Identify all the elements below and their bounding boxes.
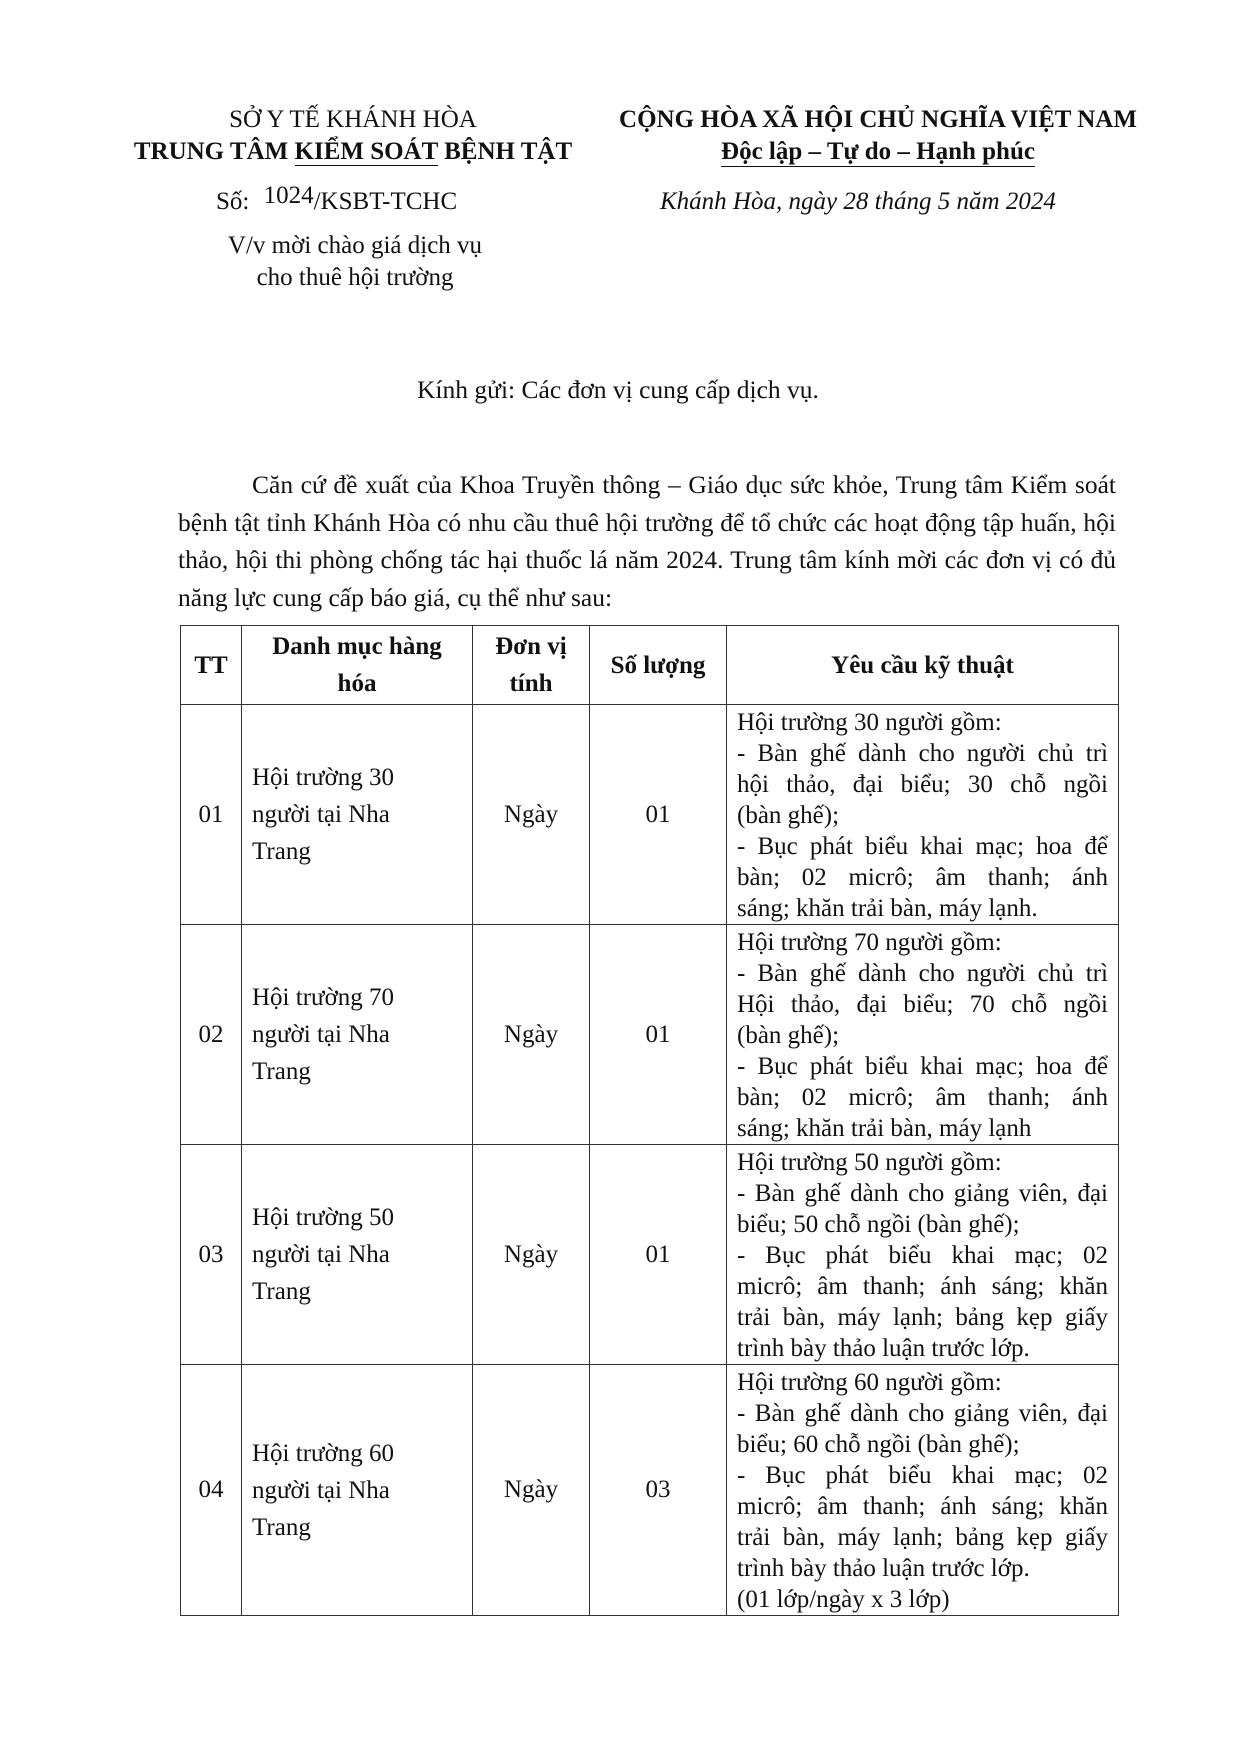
body-paragraph: Căn cứ đề xuất của Khoa Truyền thông – Giáo dục sức khỏe, Trung tâm Kiểm soát bệnh tật tỉnh Khánh Hòa có nhu cầu thuê hội trường để tổ chức các hoạt động tập huấn, hội thảo, hội thi phòng chống tác hại thuốc lá năm 2024. Trung tâm kính mời các đơn vị có đủ năng lực cung cấp báo giá, cụ thể như sau: [178,470,1116,612]
row-spec: Hội trường 50 người gồm: - Bàn ghế dành cho giảng viên, đại biểu; 50 chỗ ngồi (bàn ghế); - Bục phát biểu khai mạc; 02 micrô; âm thanh; ánh sáng; khăn trải bàn, máy lạnh; bảng kẹp giấy trình bày thảo luận trước lớp. [727,1145,1119,1365]
row-unit: Ngày [473,925,590,1145]
row-item: Hội trường 60 người tại Nha Trang [242,1365,473,1616]
doc-number: 1024 [263,182,314,209]
table-row [181,705,1119,925]
agency-block [118,104,588,168]
agency-name: TRUNG TÂM KIỂM SOÁT BỆNH TẬT [133,138,573,165]
row-spec: Hội trường 60 người gồm: - Bàn ghế dành cho giảng viên, đại biểu; 60 chỗ ngồi (bàn ghế); - Bục phát biểu khai mạc; 02 micrô; âm thanh; ánh sáng; khăn trải bàn, máy lạnh; bảng kẹp giấy trình bày thảo luận trước lớp. (01 lớp/ngày x 3 lớp) [727,1365,1119,1616]
doc-number-line [216,182,458,216]
row-item: Hội trường 70 người tại Nha Trang [242,925,473,1145]
header-unit: Đơn vị tính [473,626,590,705]
row-tt: 01 [181,705,242,925]
row-spec: Hội trường 30 người gồm: - Bàn ghế dành cho người chủ trì hội thảo, đại biểu; 30 chỗ ngồi (bàn ghế); - Bục phát biểu khai mạc; hoa để bàn; 02 micrô; âm thanh; ánh sáng; khăn trải bàn, máy lạnh. [727,705,1119,925]
table-row [181,1145,1119,1365]
row-qty: 01 [590,925,727,1145]
row-item: Hội trường 50 người tại Nha Trang [242,1145,473,1365]
row-qty: 03 [590,1365,727,1616]
row-unit: Ngày [473,705,590,925]
service-table [180,625,1119,1616]
row-qty: 01 [590,1145,727,1365]
motto: Độc lập – Tự do – Hạnh phúc [721,138,1035,165]
row-qty: 01 [590,705,727,925]
row-tt: 03 [181,1145,242,1365]
row-item: Hội trường 30 người tại Nha Trang [242,705,473,925]
agency-parent: SỞ Y TẾ KHÁNH HÒA [229,106,477,133]
header-tt: TT [181,626,242,705]
national-heading [598,104,1158,168]
table-row [181,1365,1119,1616]
header-qty: Số lượng [590,626,727,705]
subject-line-2: cho thuê hội trường [256,264,454,291]
row-spec: Hội trường 70 người gồm: - Bàn ghế dành cho người chủ trì Hội thảo, đại biểu; 70 chỗ ngồi (bàn ghế); - Bục phát biểu khai mạc; hoa để bàn; 02 micrô; âm thanh; ánh sáng; khăn trải bàn, máy lạnh [727,925,1119,1145]
table-row [181,925,1119,1145]
recipient: Kính gửi: Các đơn vị cung cấp dịch vụ. [417,375,819,404]
row-unit: Ngày [473,1145,590,1365]
agency-name-underlined: KIỂM SOÁT [294,138,438,165]
subject-line-1: V/v mời chào giá dịch vụ [227,232,483,259]
place-date: Khánh Hòa, ngày 28 tháng 5 năm 2024 [660,188,1056,215]
doc-number-suffix: /KSBT-TCHC [313,188,458,215]
row-tt: 02 [181,925,242,1145]
header-item: Danh mục hàng hóa [242,626,473,705]
doc-number-label: Số: [216,188,250,215]
table-header-row [181,626,1119,705]
header-spec: Yêu cầu kỹ thuật [727,626,1119,705]
subject-block [210,230,500,294]
row-tt: 04 [181,1365,242,1616]
country-name: CỘNG HÒA XÃ HỘI CHỦ NGHĨA VIỆT NAM [619,106,1137,133]
row-unit: Ngày [473,1365,590,1616]
